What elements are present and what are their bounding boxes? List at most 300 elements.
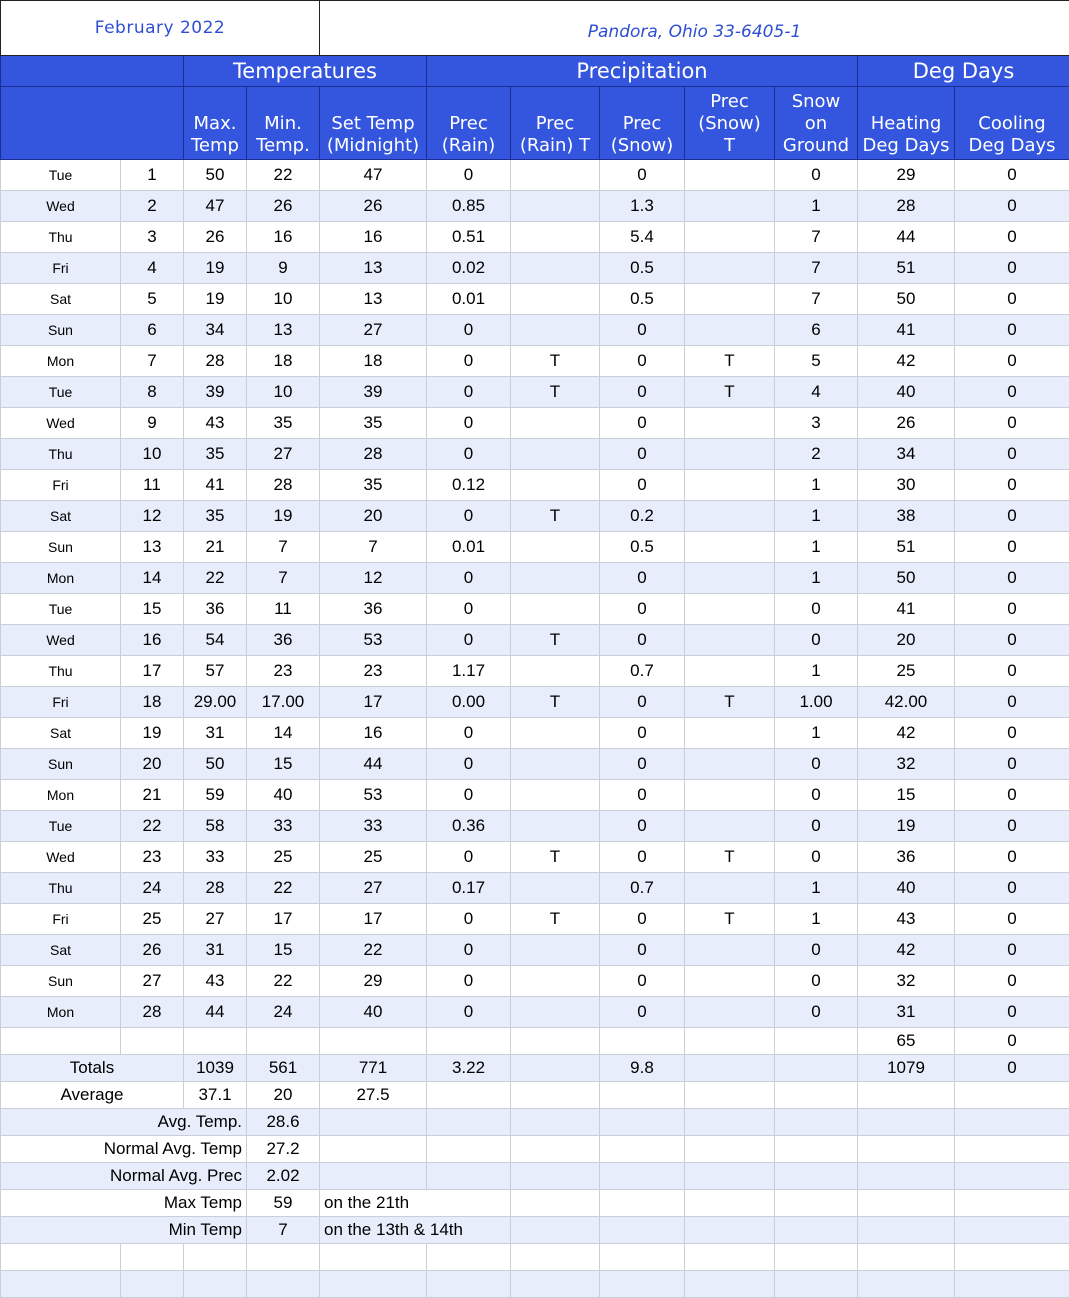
prec-snow-cell[interactable]: 0.7 [600, 656, 685, 687]
empty-cell[interactable] [685, 1244, 775, 1271]
weekday-cell[interactable]: Wed [1, 842, 121, 873]
set-temp-cell[interactable]: 35 [320, 470, 427, 501]
prec-rain-cell[interactable]: 0 [427, 749, 511, 780]
max-temp-cell[interactable]: 31 [184, 718, 247, 749]
prec-snow-t-cell[interactable] [685, 811, 775, 842]
prec-rain-cell[interactable]: 0 [427, 501, 511, 532]
set-temp-cell[interactable]: 29 [320, 966, 427, 997]
weekday-cell[interactable]: Sat [1, 935, 121, 966]
summary-label[interactable]: Normal Avg. Prec [1, 1163, 247, 1190]
set-temp-cell[interactable]: 7 [320, 532, 427, 563]
set-temp-cell[interactable]: 44 [320, 749, 427, 780]
snow-on-ground-cell[interactable]: 1 [775, 904, 858, 935]
empty-cell[interactable] [247, 1271, 320, 1298]
prec-rain-cell[interactable]: 0 [427, 315, 511, 346]
set-temp-cell[interactable]: 27 [320, 873, 427, 904]
totals-prec-snow[interactable]: 9.8 [600, 1055, 685, 1082]
weekday-cell[interactable]: Thu [1, 222, 121, 253]
max-temp-cell[interactable]: 44 [184, 997, 247, 1028]
empty-cell[interactable] [600, 1109, 685, 1136]
day-cell[interactable] [121, 1028, 184, 1055]
cooling-deg-days-cell[interactable]: 0 [955, 408, 1069, 439]
cooling-deg-days-cell[interactable]: 0 [955, 966, 1069, 997]
max-temp-cell[interactable]: 33 [184, 842, 247, 873]
max-temp-cell[interactable]: 26 [184, 222, 247, 253]
set-temp-cell[interactable]: 17 [320, 687, 427, 718]
cooling-deg-days-cell[interactable]: 0 [955, 501, 1069, 532]
max-temp-cell[interactable]: 41 [184, 470, 247, 501]
day-cell[interactable]: 12 [121, 501, 184, 532]
snow-on-ground-cell[interactable]: 1 [775, 501, 858, 532]
heating-deg-days-cell[interactable]: 29 [858, 160, 955, 191]
min-temp-cell[interactable]: 17 [247, 904, 320, 935]
prec-snow-cell[interactable]: 0 [600, 997, 685, 1028]
set-temp-cell[interactable]: 17 [320, 904, 427, 935]
day-cell[interactable]: 15 [121, 594, 184, 625]
prec-snow-t-cell[interactable]: T [685, 377, 775, 408]
empty-cell[interactable] [858, 1271, 955, 1298]
weekday-cell[interactable]: Sat [1, 501, 121, 532]
empty-cell[interactable] [511, 1136, 600, 1163]
day-cell[interactable]: 4 [121, 253, 184, 284]
cooling-deg-days-cell[interactable]: 0 [955, 811, 1069, 842]
empty-cell[interactable] [320, 1109, 427, 1136]
prec-snow-t-cell[interactable] [685, 935, 775, 966]
prec-snow-cell[interactable]: 0 [600, 811, 685, 842]
cooling-deg-days-cell[interactable]: 0 [955, 718, 1069, 749]
prec-snow-cell[interactable]: 0 [600, 780, 685, 811]
heating-deg-days-cell[interactable]: 34 [858, 439, 955, 470]
prec-snow-cell[interactable]: 0 [600, 408, 685, 439]
summary-label[interactable]: Normal Avg. Temp [1, 1136, 247, 1163]
snow-on-ground-cell[interactable]: 6 [775, 315, 858, 346]
empty-cell[interactable] [427, 1244, 511, 1271]
prec-snow-t-cell[interactable] [685, 284, 775, 315]
day-cell[interactable]: 8 [121, 377, 184, 408]
cooling-deg-days-cell[interactable]: 0 [955, 470, 1069, 501]
prec-snow-cell[interactable]: 0 [600, 439, 685, 470]
prec-rain-t-cell[interactable] [511, 315, 600, 346]
set-temp-cell[interactable]: 35 [320, 408, 427, 439]
min-temp-cell[interactable] [247, 1028, 320, 1055]
day-cell[interactable]: 22 [121, 811, 184, 842]
empty-cell[interactable] [511, 1082, 600, 1109]
min-temp-cell[interactable]: 22 [247, 966, 320, 997]
weekday-cell[interactable]: Tue [1, 377, 121, 408]
prec-rain-cell[interactable]: 0 [427, 408, 511, 439]
cooling-deg-days-cell[interactable]: 0 [955, 532, 1069, 563]
weekday-cell[interactable]: Sun [1, 315, 121, 346]
empty-cell[interactable] [427, 1163, 511, 1190]
heating-deg-days-cell[interactable]: 50 [858, 284, 955, 315]
empty-cell[interactable] [955, 1109, 1069, 1136]
totals-heating[interactable]: 1079 [858, 1055, 955, 1082]
max-temp-cell[interactable]: 59 [184, 780, 247, 811]
prec-rain-t-cell[interactable] [511, 160, 600, 191]
day-cell[interactable]: 5 [121, 284, 184, 315]
empty-cell[interactable] [511, 1217, 600, 1244]
empty-cell[interactable] [775, 1163, 858, 1190]
prec-rain-cell[interactable]: 0 [427, 904, 511, 935]
max-temp-cell[interactable]: 29.00 [184, 687, 247, 718]
prec-snow-t-cell[interactable] [685, 253, 775, 284]
heating-deg-days-cell[interactable]: 40 [858, 377, 955, 408]
prec-rain-cell[interactable]: 0.17 [427, 873, 511, 904]
empty-cell[interactable] [775, 1244, 858, 1271]
day-cell[interactable]: 16 [121, 625, 184, 656]
empty-cell[interactable] [1, 1244, 121, 1271]
cooling-deg-days-cell[interactable]: 0 [955, 377, 1069, 408]
empty-cell[interactable] [858, 1163, 955, 1190]
prec-snow-cell[interactable]: 0.5 [600, 284, 685, 315]
weekday-cell[interactable]: Fri [1, 904, 121, 935]
weekday-cell[interactable]: Wed [1, 625, 121, 656]
average-max-temp[interactable]: 37.1 [184, 1082, 247, 1109]
min-temp-cell[interactable]: 25 [247, 842, 320, 873]
heating-deg-days-cell[interactable]: 41 [858, 594, 955, 625]
day-cell[interactable]: 7 [121, 346, 184, 377]
max-temp-cell[interactable]: 43 [184, 408, 247, 439]
snow-on-ground-cell[interactable]: 0 [775, 749, 858, 780]
snow-on-ground-cell[interactable]: 5 [775, 346, 858, 377]
summary-note[interactable]: on the 13th & 14th [320, 1217, 511, 1244]
min-temp-cell[interactable]: 22 [247, 873, 320, 904]
cooling-deg-days-cell[interactable]: 0 [955, 625, 1069, 656]
prec-snow-t-cell[interactable] [685, 439, 775, 470]
cooling-deg-days-cell[interactable]: 0 [955, 904, 1069, 935]
weekday-cell[interactable]: Thu [1, 656, 121, 687]
prec-rain-t-cell[interactable]: T [511, 842, 600, 873]
heating-deg-days-cell[interactable]: 43 [858, 904, 955, 935]
weekday-cell[interactable]: Sat [1, 284, 121, 315]
min-temp-cell[interactable]: 11 [247, 594, 320, 625]
max-temp-cell[interactable]: 21 [184, 532, 247, 563]
prec-snow-t-cell[interactable]: T [685, 346, 775, 377]
totals-label[interactable]: Totals [1, 1055, 184, 1082]
cooling-deg-days-cell[interactable]: 0 [955, 594, 1069, 625]
weekday-cell[interactable]: Tue [1, 594, 121, 625]
empty-cell[interactable] [955, 1136, 1069, 1163]
prec-snow-cell[interactable]: 0 [600, 594, 685, 625]
max-temp-cell[interactable]: 19 [184, 253, 247, 284]
empty-cell[interactable] [320, 1136, 427, 1163]
weekday-cell[interactable]: Sun [1, 966, 121, 997]
snow-on-ground-cell[interactable]: 1 [775, 873, 858, 904]
snow-on-ground-cell[interactable] [775, 1028, 858, 1055]
cooling-deg-days-cell[interactable]: 0 [955, 656, 1069, 687]
set-temp-cell[interactable]: 40 [320, 997, 427, 1028]
empty-cell[interactable] [1, 1271, 121, 1298]
weekday-cell[interactable]: Fri [1, 470, 121, 501]
prec-snow-cell[interactable]: 5.4 [600, 222, 685, 253]
prec-snow-cell[interactable]: 0 [600, 377, 685, 408]
min-temp-cell[interactable]: 7 [247, 532, 320, 563]
day-cell[interactable]: 1 [121, 160, 184, 191]
min-temp-cell[interactable]: 27 [247, 439, 320, 470]
prec-snow-t-cell[interactable] [685, 315, 775, 346]
snow-on-ground-cell[interactable]: 0 [775, 966, 858, 997]
snow-on-ground-cell[interactable]: 0 [775, 997, 858, 1028]
summary-label[interactable]: Avg. Temp. [1, 1109, 247, 1136]
day-cell[interactable]: 3 [121, 222, 184, 253]
weekday-cell[interactable]: Sat [1, 718, 121, 749]
min-temp-cell[interactable]: 19 [247, 501, 320, 532]
set-temp-cell[interactable]: 18 [320, 346, 427, 377]
heating-deg-days-cell[interactable]: 51 [858, 532, 955, 563]
weekday-cell[interactable]: Wed [1, 191, 121, 222]
heating-deg-days-cell[interactable]: 40 [858, 873, 955, 904]
empty-cell[interactable] [858, 1082, 955, 1109]
totals-set-temp[interactable]: 771 [320, 1055, 427, 1082]
prec-snow-t-cell[interactable] [685, 997, 775, 1028]
empty-cell[interactable] [775, 1136, 858, 1163]
snow-on-ground-cell[interactable]: 1 [775, 563, 858, 594]
weekday-cell[interactable]: Tue [1, 160, 121, 191]
empty-cell[interactable] [775, 1055, 858, 1082]
prec-rain-t-cell[interactable] [511, 935, 600, 966]
prec-rain-cell[interactable]: 0 [427, 966, 511, 997]
max-temp-cell[interactable]: 35 [184, 439, 247, 470]
cooling-deg-days-cell[interactable]: 0 [955, 563, 1069, 594]
max-temp-cell[interactable]: 39 [184, 377, 247, 408]
heating-deg-days-cell[interactable]: 20 [858, 625, 955, 656]
empty-cell[interactable] [955, 1082, 1069, 1109]
day-cell[interactable]: 2 [121, 191, 184, 222]
min-temp-cell[interactable]: 10 [247, 377, 320, 408]
prec-snow-t-cell[interactable] [685, 408, 775, 439]
prec-snow-t-cell[interactable] [685, 470, 775, 501]
empty-cell[interactable] [775, 1271, 858, 1298]
prec-rain-t-cell[interactable] [511, 811, 600, 842]
average-label[interactable]: Average [1, 1082, 184, 1109]
day-cell[interactable]: 18 [121, 687, 184, 718]
heating-deg-days-cell[interactable]: 42 [858, 718, 955, 749]
empty-cell[interactable] [685, 1217, 775, 1244]
prec-rain-cell[interactable]: 0.85 [427, 191, 511, 222]
min-temp-cell[interactable]: 13 [247, 315, 320, 346]
day-cell[interactable]: 28 [121, 997, 184, 1028]
prec-rain-t-cell[interactable] [511, 656, 600, 687]
day-cell[interactable]: 21 [121, 780, 184, 811]
prec-snow-t-cell[interactable] [685, 625, 775, 656]
prec-snow-cell[interactable]: 0 [600, 160, 685, 191]
day-cell[interactable]: 20 [121, 749, 184, 780]
prec-rain-cell[interactable]: 0.02 [427, 253, 511, 284]
prec-rain-t-cell[interactable] [511, 408, 600, 439]
empty-cell[interactable] [427, 1271, 511, 1298]
heating-deg-days-cell[interactable]: 32 [858, 749, 955, 780]
min-temp-cell[interactable]: 14 [247, 718, 320, 749]
heating-deg-days-cell[interactable]: 31 [858, 997, 955, 1028]
min-temp-cell[interactable]: 28 [247, 470, 320, 501]
set-temp-cell[interactable]: 39 [320, 377, 427, 408]
day-cell[interactable]: 9 [121, 408, 184, 439]
weekday-cell[interactable]: Thu [1, 873, 121, 904]
cooling-deg-days-cell[interactable]: 0 [955, 935, 1069, 966]
prec-rain-t-cell[interactable]: T [511, 625, 600, 656]
day-cell[interactable]: 11 [121, 470, 184, 501]
empty-cell[interactable] [511, 1163, 600, 1190]
min-temp-cell[interactable]: 10 [247, 284, 320, 315]
day-cell[interactable]: 26 [121, 935, 184, 966]
day-cell[interactable]: 27 [121, 966, 184, 997]
empty-cell[interactable] [858, 1109, 955, 1136]
max-temp-cell[interactable]: 58 [184, 811, 247, 842]
cooling-deg-days-cell[interactable]: 0 [955, 160, 1069, 191]
set-temp-cell[interactable]: 26 [320, 191, 427, 222]
min-temp-cell[interactable]: 23 [247, 656, 320, 687]
weekday-cell[interactable]: Fri [1, 687, 121, 718]
prec-snow-cell[interactable]: 0 [600, 935, 685, 966]
weekday-cell[interactable]: Mon [1, 780, 121, 811]
snow-on-ground-cell[interactable]: 2 [775, 439, 858, 470]
set-temp-cell[interactable]: 22 [320, 935, 427, 966]
heating-deg-days-cell[interactable]: 41 [858, 315, 955, 346]
prec-rain-cell[interactable]: 1.17 [427, 656, 511, 687]
cooling-deg-days-cell[interactable]: 0 [955, 284, 1069, 315]
set-temp-cell[interactable]: 53 [320, 625, 427, 656]
prec-snow-t-cell[interactable] [685, 656, 775, 687]
min-temp-cell[interactable]: 16 [247, 222, 320, 253]
empty-cell[interactable] [955, 1190, 1069, 1217]
max-temp-cell[interactable]: 28 [184, 873, 247, 904]
prec-rain-cell[interactable]: 0 [427, 594, 511, 625]
prec-rain-cell[interactable]: 0 [427, 997, 511, 1028]
prec-rain-cell[interactable]: 0 [427, 625, 511, 656]
min-temp-cell[interactable]: 15 [247, 749, 320, 780]
snow-on-ground-cell[interactable]: 1 [775, 656, 858, 687]
heating-deg-days-cell[interactable]: 26 [858, 408, 955, 439]
snow-on-ground-cell[interactable]: 0 [775, 780, 858, 811]
heating-deg-days-cell[interactable]: 28 [858, 191, 955, 222]
empty-cell[interactable] [511, 1190, 600, 1217]
prec-rain-t-cell[interactable] [511, 1028, 600, 1055]
empty-cell[interactable] [775, 1109, 858, 1136]
weekday-cell[interactable]: Mon [1, 563, 121, 594]
heating-deg-days-cell[interactable]: 50 [858, 563, 955, 594]
empty-cell[interactable] [858, 1217, 955, 1244]
day-cell[interactable]: 10 [121, 439, 184, 470]
prec-rain-cell[interactable]: 0 [427, 346, 511, 377]
empty-cell[interactable] [247, 1244, 320, 1271]
prec-rain-t-cell[interactable] [511, 718, 600, 749]
heating-deg-days-cell[interactable]: 38 [858, 501, 955, 532]
totals-cooling[interactable]: 0 [955, 1055, 1069, 1082]
prec-snow-t-cell[interactable] [685, 191, 775, 222]
weekday-cell[interactable]: Tue [1, 811, 121, 842]
snow-on-ground-cell[interactable]: 7 [775, 284, 858, 315]
max-temp-cell[interactable]: 50 [184, 749, 247, 780]
weekday-cell[interactable]: Wed [1, 408, 121, 439]
max-temp-cell[interactable]: 43 [184, 966, 247, 997]
max-temp-cell[interactable] [184, 1028, 247, 1055]
prec-rain-t-cell[interactable] [511, 253, 600, 284]
cooling-deg-days-cell[interactable]: 0 [955, 346, 1069, 377]
prec-rain-t-cell[interactable] [511, 222, 600, 253]
snow-on-ground-cell[interactable]: 4 [775, 377, 858, 408]
heating-deg-days-cell[interactable]: 19 [858, 811, 955, 842]
empty-cell[interactable] [858, 1136, 955, 1163]
cooling-deg-days-cell[interactable]: 0 [955, 687, 1069, 718]
snow-on-ground-cell[interactable]: 0 [775, 594, 858, 625]
prec-snow-cell[interactable]: 0 [600, 718, 685, 749]
heating-deg-days-cell[interactable]: 42 [858, 346, 955, 377]
summary-value[interactable]: 7 [247, 1217, 320, 1244]
empty-cell[interactable] [511, 1244, 600, 1271]
prec-snow-t-cell[interactable] [685, 780, 775, 811]
set-temp-cell[interactable] [320, 1028, 427, 1055]
max-temp-cell[interactable]: 35 [184, 501, 247, 532]
heating-deg-days-cell[interactable]: 42.00 [858, 687, 955, 718]
day-cell[interactable]: 24 [121, 873, 184, 904]
prec-rain-t-cell[interactable] [511, 780, 600, 811]
min-temp-cell[interactable]: 35 [247, 408, 320, 439]
prec-rain-t-cell[interactable]: T [511, 346, 600, 377]
empty-cell[interactable] [955, 1271, 1069, 1298]
min-temp-cell[interactable]: 17.00 [247, 687, 320, 718]
prec-rain-cell[interactable]: 0 [427, 377, 511, 408]
min-temp-cell[interactable]: 22 [247, 160, 320, 191]
snow-on-ground-cell[interactable]: 1 [775, 718, 858, 749]
average-set-temp[interactable]: 27.5 [320, 1082, 427, 1109]
heating-deg-days-cell[interactable]: 44 [858, 222, 955, 253]
empty-cell[interactable] [685, 1163, 775, 1190]
empty-cell[interactable] [600, 1271, 685, 1298]
prec-snow-cell[interactable]: 0 [600, 625, 685, 656]
min-temp-cell[interactable]: 36 [247, 625, 320, 656]
min-temp-cell[interactable]: 18 [247, 346, 320, 377]
empty-cell[interactable] [427, 1109, 511, 1136]
prec-rain-t-cell[interactable] [511, 873, 600, 904]
cooling-deg-days-cell[interactable]: 0 [955, 749, 1069, 780]
prec-rain-t-cell[interactable] [511, 284, 600, 315]
min-temp-cell[interactable]: 26 [247, 191, 320, 222]
empty-cell[interactable] [427, 1082, 511, 1109]
empty-cell[interactable] [775, 1190, 858, 1217]
set-temp-cell[interactable]: 16 [320, 222, 427, 253]
weekday-cell[interactable]: Mon [1, 346, 121, 377]
day-cell[interactable]: 23 [121, 842, 184, 873]
min-temp-cell[interactable]: 7 [247, 563, 320, 594]
day-cell[interactable]: 6 [121, 315, 184, 346]
max-temp-cell[interactable]: 36 [184, 594, 247, 625]
prec-snow-cell[interactable]: 0 [600, 904, 685, 935]
empty-cell[interactable] [511, 1055, 600, 1082]
summary-note[interactable]: on the 21th [320, 1190, 511, 1217]
snow-on-ground-cell[interactable]: 0 [775, 935, 858, 966]
heating-deg-days-cell[interactable]: 65 [858, 1028, 955, 1055]
set-temp-cell[interactable]: 16 [320, 718, 427, 749]
empty-cell[interactable] [511, 1109, 600, 1136]
max-temp-cell[interactable]: 54 [184, 625, 247, 656]
max-temp-cell[interactable]: 47 [184, 191, 247, 222]
prec-snow-t-cell[interactable] [685, 532, 775, 563]
empty-cell[interactable] [775, 1217, 858, 1244]
empty-cell[interactable] [184, 1271, 247, 1298]
empty-cell[interactable] [511, 1271, 600, 1298]
prec-snow-t-cell[interactable] [685, 1028, 775, 1055]
summary-value[interactable]: 28.6 [247, 1109, 320, 1136]
day-cell[interactable]: 17 [121, 656, 184, 687]
empty-cell[interactable] [685, 1109, 775, 1136]
prec-rain-cell[interactable]: 0.01 [427, 284, 511, 315]
set-temp-cell[interactable]: 28 [320, 439, 427, 470]
prec-rain-t-cell[interactable] [511, 997, 600, 1028]
prec-rain-cell[interactable]: 0.00 [427, 687, 511, 718]
empty-cell[interactable] [858, 1190, 955, 1217]
snow-on-ground-cell[interactable]: 1 [775, 532, 858, 563]
prec-rain-cell[interactable]: 0.01 [427, 532, 511, 563]
